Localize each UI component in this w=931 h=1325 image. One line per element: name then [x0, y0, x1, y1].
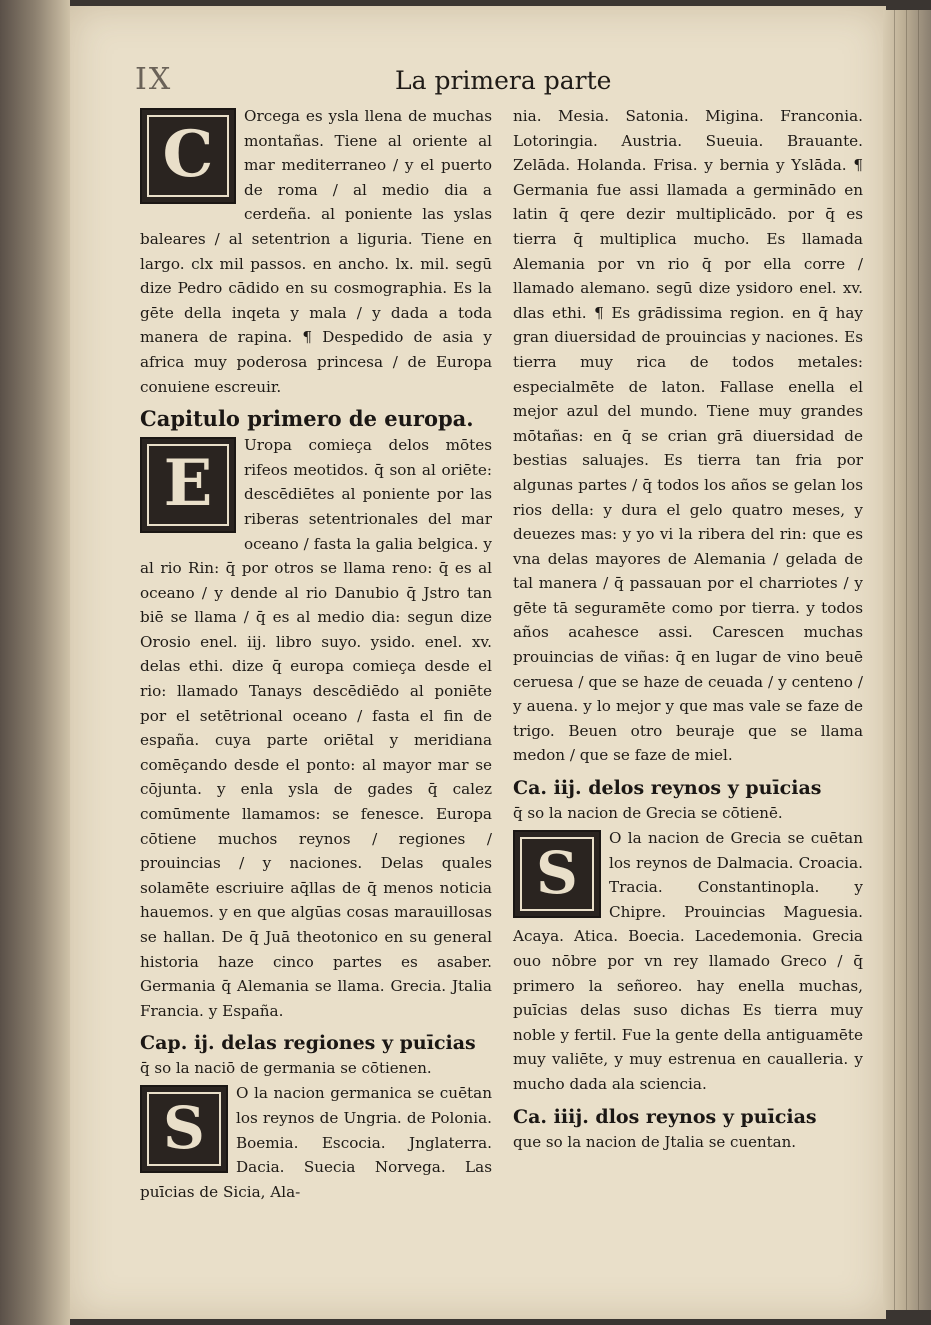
chapter-2-text: O la nacion germanica se cuētan los reynos de Ungria. de Polonia. Boemia. Escocia. Jnglaterra. Dacia. Suecia Norvega. Las puīcias de Sicia, Ala-	[140, 1084, 492, 1201]
chapter-1-text: Uropa comieça delos mōtes rifeos meotidos. q̄ son al oriēte: descēdiētes al poniente por las riberas setentrionales del mar oceano / fasta la galia belgica. y al rio Rin: q̄ por otros se llama reno: q̄ es al oceano / y dende al rio Danubio q̄ Jstro tan biē se llama / q̄ es al medio dia: segun dize Orosio enel. iij. libro suyo. ysido. enel. xv. delas ethi. dize q̄ europa comieça desde el rio: llamado Tanays descēdiēdo al poniēte por el setētrional oceano / fasta el fin de españa. cuya parte oriētal y meridiana comēçando desde el ponto: al mayor mar se cōjunta. y enla ysla de gades q̄ calez comūmente llamamos: se fenesce. Europa cōtiene muchos reynos / regiones / prouincias / y naciones. Delas quales solamēte escriuire aq̄llas de q̄ menos noticia hauemos. y en que algūas cosas marauillosas se hallan. De q̄ Juā theotonico en su general historia haze cinco partes es asaber. Germania q̄ Alemania se llama. Grecia. Jtalia Francia. y España.	[140, 436, 492, 1020]
running-head: La primera parte	[395, 66, 612, 95]
chapter-2-heading: Cap. ij. delas regiones y puīcias	[140, 1032, 476, 1055]
decorated-initial: S	[140, 1085, 228, 1173]
book-gutter	[0, 0, 70, 1325]
intro-text: Orcega es ysla llena de muchas montañas. Tiene al oriente al mar mediterraneo / y el puerto de roma / al medio dia a cerdeña. al poniente las yslas baleares / al setentrion a liguria. Tiene en largo. clx mil passos. en ancho. lx. mil. segū dize Pedro cādido en su cosmographia. Es la gēte della inqeta y mala / y dada a toda manera de rapina. ¶ Despedido de asia y africa muy poderosa princesa / de Europa conuiene escreuir.	[140, 107, 492, 396]
chapter-3-heading: Ca. iij. delos reynos y puīcias	[513, 777, 822, 800]
left-column	[140, 104, 492, 1204]
page-edge-line	[906, 10, 907, 1310]
chapter-4-heading: Ca. iiij. dlos reynos y puīcias	[513, 1105, 817, 1128]
chapter-4-subtitle: que so la nacion de Jtalia se cuentan.	[513, 1132, 797, 1151]
chapter-1-paragraph	[140, 433, 492, 1023]
chapter-3-subtitle: q̄ so la nacion de Grecia se cōtienē.	[513, 804, 783, 823]
intro-paragraph	[140, 104, 492, 399]
chapter-3-paragraph	[513, 826, 863, 1097]
decorated-initial: S	[513, 830, 601, 918]
chapter-3-text: O la nacion de Grecia se cuētan los reynos de Dalmacia. Croacia. Tracia. Constantinopla. y Chipre. Prouincias Maguesia. Acaya. Atica. Boecia. Lacedemonia. Grecia ouo nōbre por vn rey llamado Greco / q̄ primero la señoreo. hay enella muchas, puīcias delas suso dichas Es tierra muy noble y fertil. Fue la gente della antiguamēte muy valiēte, y muy estrenua en caualleria. y mucho dada ala sciencia.	[513, 829, 863, 1093]
decorated-initial: E	[140, 437, 236, 533]
continued-paragraph: nia. Mesia. Satonia. Migina. Franconia. Lotoringia. Austria. Sueuia. Brauante. Zelāda. Holanda. Frisa. y bernia y Yslāda. ¶ Germania fue assi llamada a germinādo en latin q̄ qere dezir multiplicādo. por q̄ es tierra q̄ multiplica mucho. Es llamada Alemania por vn rio q̄ por ella corre / llamado alemano. segū dize ysidoro enel. xv. dlas ethi. ¶ Es grādissima region. en q̄ hay gran diuersidad de prouincias y naciones. Es tierra muy rica de todos metales: especialmēte de laton. Fallase enella el mejor azul del mundo. Tiene muy grandes mōtañas: en q̄ se crian grā diuersidad de bestias saluajes. Es tierra tan fria por algunas partes / q̄ todos los años se gelan los rios della: y dura el gelo quatro meses, y deuezes mas: y yo vi la ribera del rin: que es vna delas mayores de Alemania / gelada de tal manera / q̄ passauan por el charriotes / y gēte tā seguramēte como por tierra. y todos años acahesce assi. Carescen muchas prouincias de viñas: q̄ en lugar de vino beuē ceruesa / que se haze de ceuada / y centeno / y auena. y lo mejor y que mas vale se faze de trigo. Beuen otro beuraje que se llama medon / que se faze de miel.	[513, 107, 863, 765]
page-edges	[883, 10, 931, 1310]
chapter-2-paragraph	[140, 1081, 492, 1204]
chapter-2-subtitle: q̄ so la naciō de germania se cōtienen.	[140, 1059, 432, 1078]
folio-number: IX	[135, 62, 173, 97]
page-edge-line	[894, 10, 895, 1310]
right-column	[513, 104, 863, 1155]
chapter-1-heading: Capitulo primero de europa.	[140, 406, 474, 432]
page-edge-line	[918, 10, 919, 1310]
decorated-initial: C	[140, 108, 236, 204]
